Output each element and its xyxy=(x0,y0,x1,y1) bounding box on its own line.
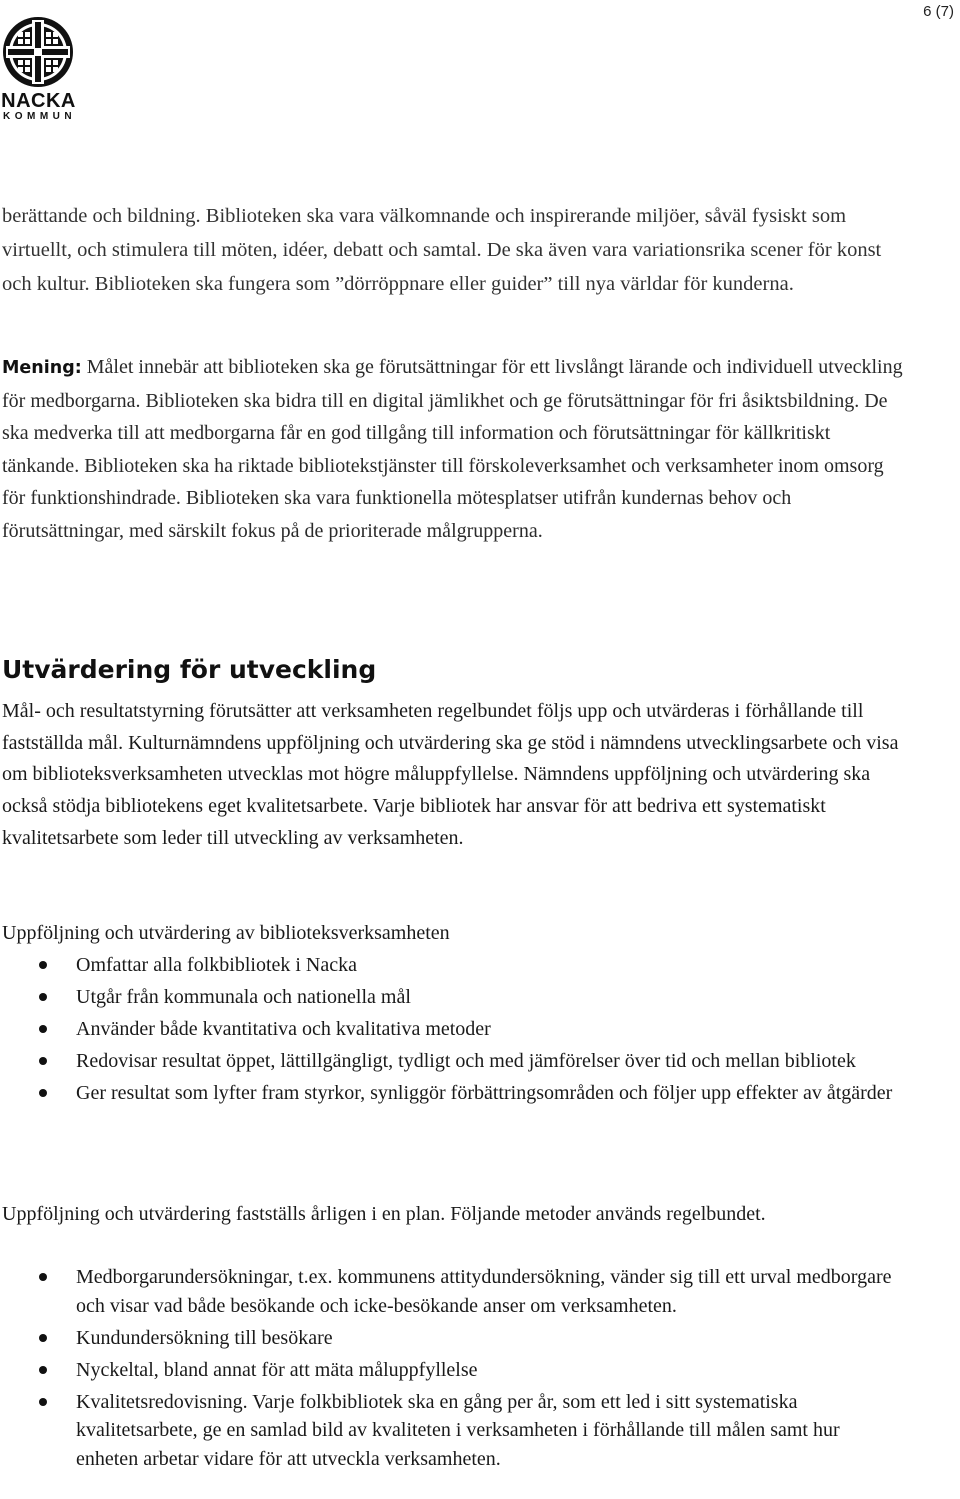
bullet-icon xyxy=(39,1273,47,1281)
bullet-icon xyxy=(39,961,47,969)
list-item xyxy=(2,951,902,980)
logo-subtitle: KOMMUN xyxy=(3,111,77,122)
list-item-text: Kundundersökning till besökare xyxy=(76,1326,333,1349)
intro-paragraph: berättande och bildning. Biblioteken ska vara välkomnande och inspirerande miljöer, såväl fysiskt som virtuellt, och stimulera till möten, idéer, debatt och samtal. De ska även vara variationsrika scener för konst och kultur. Biblioteken ska fungera som ”dörröppnare eller guider” till nya världar för kunderna. xyxy=(2,205,882,295)
list-item xyxy=(2,1047,902,1076)
list2-intro: Uppföljning och utvärdering fastställs årligen i en plan. Följande metoder används regelbundet. xyxy=(2,1203,766,1225)
list-item-text: Omfattar alla folkbibliotek i Nacka xyxy=(76,954,358,976)
list-item xyxy=(2,1324,902,1353)
list-item-text: Använder både kvantitativa och kvalitativa metoder xyxy=(76,1018,491,1040)
mening-label: Mening: xyxy=(2,358,82,378)
nacka-kommun-logo xyxy=(2,16,76,122)
list1-intro: Uppföljning och utvärdering av biblioteksverksamheten xyxy=(2,922,450,944)
list-item xyxy=(2,1015,902,1044)
list-item xyxy=(2,1263,902,1320)
bullet-icon xyxy=(39,1398,47,1406)
list-item-text: Kvalitetsredovisning. Varje folkbibliotek ska en gång per år, som ett led i sitt systematiska kvalitetsarbete, ge en samlad bild av kvaliteten i verksamheten i förhållande till målen samt hur enheten arbetar vidare för att utveckla verksamheten. xyxy=(76,1390,840,1470)
section-heading: Utvärdering för utveckling xyxy=(2,655,377,684)
list-item-text: Nyckeltal, bland annat för att mäta måluppfyllelse xyxy=(76,1358,478,1381)
bullet-icon xyxy=(39,1089,47,1097)
bullet-icon xyxy=(39,1025,47,1033)
bullet-icon xyxy=(39,1334,47,1342)
bullet-icon xyxy=(39,993,47,1001)
list-item xyxy=(2,1356,902,1385)
list-item xyxy=(2,1079,902,1108)
methods-list xyxy=(2,1263,902,1477)
mening-paragraph xyxy=(2,351,907,547)
evaluation-paragraph: Mål- och resultatstyrning förutsätter att verksamheten regelbundet följs upp och utvärderas i förhållande till fastställda mål. Kulturnämndens uppföljning och utvärdering ska ge stöd i nämndens utvecklingsarbete och visa om biblioteksverksamheten utvecklas mot högre måluppfyllelse. Nämndens uppföljning och utvärdering ska också stödja bibliotekens eget kvalitetsarbete. Varje bibliotek har ansvar för att bedriva ett systematiskt kvalitetsarbete som leder till utveckling av verksamheten. xyxy=(2,700,899,849)
bullet-icon xyxy=(39,1366,47,1374)
list-item-text: Medborgarundersökningar, t.ex. kommunens attitydundersökning, vänder sig till ett urval medborgare och visar vad både besökande och icke-besökande anser om verksamheten. xyxy=(76,1266,892,1317)
nacka-emblem-icon xyxy=(2,16,74,88)
list-item-text: Ger resultat som lyfter fram styrkor, synliggör förbättringsområden och följer upp effekter av åtgärder xyxy=(76,1082,893,1104)
list-item xyxy=(2,1388,902,1474)
list-item xyxy=(2,983,902,1012)
follow-up-list xyxy=(2,951,902,1111)
bullet-icon xyxy=(39,1057,47,1065)
page-number: 6 (7) xyxy=(923,3,954,20)
list-item-text: Redovisar resultat öppet, lättillgängligt, tydligt och med jämförelser över tid och mellan bibliotek xyxy=(76,1050,856,1072)
list-item-text: Utgår från kommunala och nationella mål xyxy=(76,986,411,1008)
logo-name: NACKA xyxy=(1,90,76,112)
mening-text: Målet innebär att biblioteken ska ge förutsättningar för ett livslångt lärande och individuell utveckling för medborgarna. Biblioteken ska bidra till en digital jämlikhet och ge förutsättningar för fri åsiktsbildning. De ska medverka till att medborgarna får en god tillgång till information och förutsättningar för källkritiskt tänkande. Biblioteken ska ha riktade bibliotekstjänster till förskoleverksamhet och verksamheter inom omsorg för funktionshindrade. Biblioteken ska vara funktionella mötesplatser utifrån kundernas behov och förutsättningar, med särskilt fokus på de prioriterade målgrupperna. xyxy=(2,356,903,542)
